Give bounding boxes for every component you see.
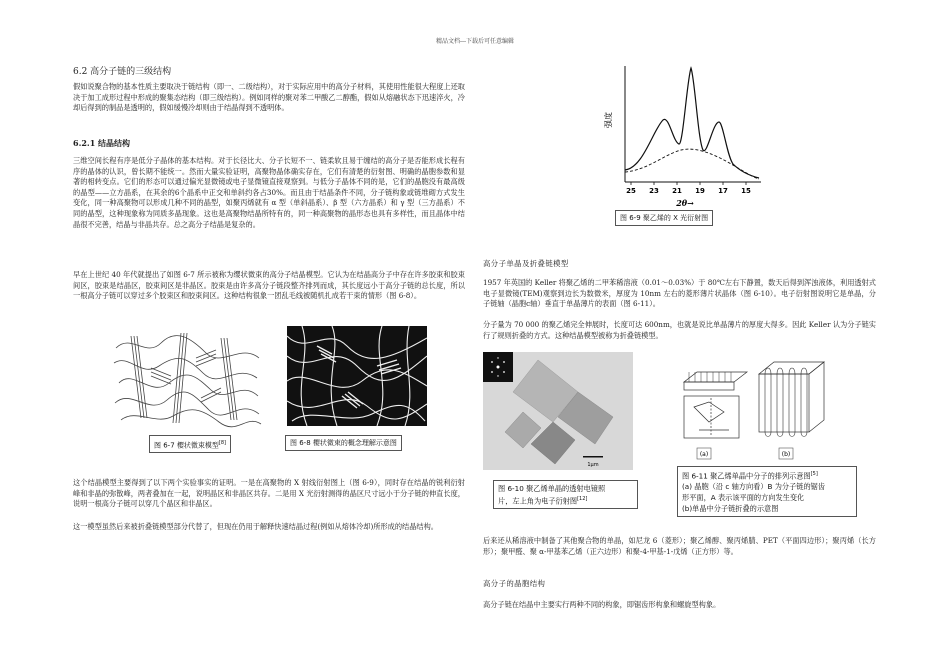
fig11-caption: [677, 466, 857, 517]
fig8-caption: 图 6-8 樱状微束的概念理解示意图: [285, 435, 402, 451]
fig10-scale-label: 1μm: [587, 462, 599, 468]
fig11-panel-b-label: (b): [781, 451, 791, 458]
intro-paragraph: 假如说聚合物的基本性质主要取决于链结构（即一、二级结构），对于实际应用中的高分子材料，其使用性能很大程度上还取决于加工成形过程中形成的聚集态结构（即三级结构）。例如同样的聚对苯二甲酸乙二醇酯，假如从熔融状态下迅速淬火，冷却后得到的制品是透明的，假如缓慢冷却则由于结晶得到不透明体。: [73, 82, 465, 113]
subsection-title: 6.2.1 结晶结构: [73, 138, 131, 148]
fig10-caption: [493, 480, 638, 509]
fig7-caption-text: 图 6-7 樱状微束模型: [154, 441, 219, 450]
polyethylene-xray-diffraction-figure: [603, 60, 763, 220]
fringed-micelle-concept-figure: [287, 326, 427, 426]
fringed-micelle-paragraph: 早在上世纪 40 年代就提出了如图 6-7 所示被称为缨状微束的高分子结晶模型。它认为在结晶高分子中存在许多胶束和胶束间区，胶束是结晶区，胶束间区是非晶区。胶束是由许多高分子链段整齐排列而成，其长度远小于高分子链的总长度，所以一根高分子链可以穿过多个胶束区和胶束间区。这种结构很象一团乱毛线被随机扎成若干束的情形（图 6-8）。: [73, 270, 465, 301]
conformation-paragraph: 高分子链在结晶中主要实行两种不同的构象，即锯齿形构象和螺旋型构象。: [483, 600, 721, 609]
section-title: 6.2 高分子链的三级结构: [73, 67, 172, 77]
crystal-structure-paragraph: 三维空间长程有序是低分子晶体的基本结构。对于长径比大、分子长短不一、链柔软且易于缠结的高分子是否能形成长程有序的晶体的认识，曾长期不能统一。然而大量实验证明，高聚物晶体确实存在，它们有清楚的衍射图、明确的晶胞参数和显著的相转变点。它们的形态可以通过偏光显微镜或电子显微镜直接观察到。与低分子晶体不同的是，它们的晶胞没有最高级的晶型——立方晶系，在其余的6个晶系中正交和单斜约各占30%。而且由于结晶条件不同，分子链构象或链堆砌方式发生变化，同一种高聚物可以形成几种不同的晶型，如聚丙烯就有 α 型（单斜晶系）、β 型（六方晶系）和 γ 型（三方晶系）不同的晶型，这种现象称为同质多晶现象。这也是高聚物结晶所特有的，同一种高聚物的晶形态也具有多样性，而且晶体中结晶很不完善，结晶与非晶共存。总之高分子结晶是复杂的。: [73, 156, 465, 229]
fig9-y-label: 强度: [604, 112, 613, 128]
page-header: 精品文档---下载后可任意编辑: [435, 38, 515, 45]
fringed-micelle-model-figure: [111, 328, 263, 428]
fig7-reference: [8]: [218, 440, 226, 446]
folded-chain-paragraph: 分子量为 70 000 的聚乙烯完全伸展时，长度可达 600nm，也就是说比单晶薄片的厚度大得多。因此 Keller 认为分子链实行了规则折叠的方式。这种结晶模型被称为折叠链模型。: [483, 320, 876, 340]
fig9-tick-21: 21: [672, 187, 682, 195]
fig9-tick-23: 23: [649, 187, 659, 195]
model-usage-paragraph: 这一模型虽然后来被折叠链模型部分代替了，但现在仍用于解释快速结晶过程(例如从熔体冷却)所形成的结晶结构。: [73, 522, 438, 531]
fig7-caption: [149, 435, 231, 453]
other-polymers-paragraph: 后来还从稀溶液中制备了其他聚合物的单晶，如尼龙 6（菱形）；聚乙烯醇、聚丙烯腈、PET（平面四边形）；聚丙烯（长方形）；聚甲醛、聚 α-甲基苯乙烯（正六边形）和聚-4-甲基-1-戊烯（正方形）等。: [483, 536, 876, 556]
chain-arrangement-schematic-figure: [679, 352, 831, 462]
fig11-caption-line3: 形平面，A 表示该平面的方向发生变化: [682, 493, 805, 503]
single-crystal-heading: 高分子单晶及折叠链模型: [483, 259, 569, 268]
fig11-caption-line1: 图 6-11 聚乙烯单晶中分子的排列示意图: [682, 471, 811, 481]
fig11-caption-line2: (a) 晶胞（沿 c 轴方向看）B 为分子链的锯齿: [682, 482, 826, 492]
fig9-tick-19: 19: [695, 187, 705, 195]
fig9-tick-17: 17: [718, 187, 728, 195]
fig11-panel-a-label: (a): [699, 451, 709, 458]
fig11-reference: [5]: [810, 471, 818, 477]
fig10-caption-line2: 片，左上角为电子衍射图: [498, 496, 578, 506]
fig10-reference: [12]: [577, 496, 588, 502]
fig9-x-label: 2θ→: [676, 198, 694, 208]
keller-paragraph: 1957 年英国的 Keller 将聚乙烯的二甲苯稀溶液（0.01～0.03%）于 80℃左右下静置，数天后得到浑浊液体，利用透射式电子显微镜(TEM)观察到边长为数微米，厚度为 10nm 左右的菱形薄片状晶体（图 6-10）。电子衍射图说明它是单晶，分子链轴（晶胞c轴）垂直于单晶薄片的表面（图 6-11）。: [483, 278, 876, 309]
fig9-caption: 图 6-9 聚乙烯的 X 光衍射图: [615, 210, 713, 226]
polyethylene-single-crystal-tem-figure: [483, 352, 633, 470]
fig10-caption-line1: 图 6-10 聚乙烯单晶的透射电镜照: [498, 484, 606, 493]
fig9-tick-25: 25: [626, 187, 636, 195]
fig9-tick-15: 15: [741, 187, 751, 195]
fig11-caption-line4: (b)单晶中分子链折叠的示意图: [682, 504, 779, 514]
xray-evidence-paragraph: 这个结晶模型主要得到了以下两个实验事实的证明。一是在高聚物的 X 射线衍射图上（图 6-9），同时存在结晶的锐利衍射峰和非晶的弥散峰，两者叠加在一起，说明晶区和非晶区共存。二是用 X 光衍射测得的晶区尺寸远小于分子链的伸直长度，说明一根高分子链可以穿几个晶区和非晶区。: [73, 478, 465, 509]
unit-cell-heading: 高分子的晶胞结构: [483, 579, 546, 588]
